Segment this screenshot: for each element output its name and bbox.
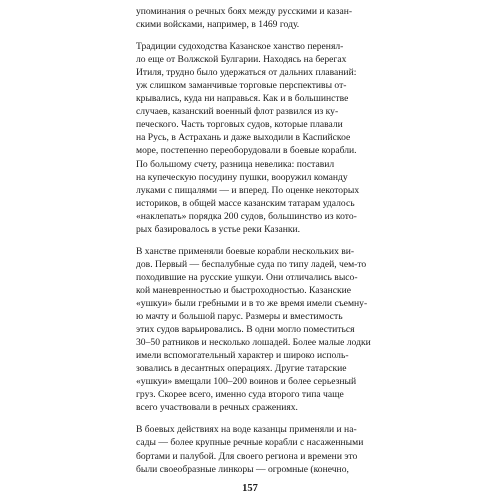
text-line: В боевых действиях на воде казанцы применяли и на- (136, 424, 357, 436)
text-line: море, постепенно переоборудовали в боевые корабли. (136, 145, 357, 157)
paragraph (136, 245, 371, 415)
text-line: на купеческую посудину пушки, вооружил команду (136, 171, 348, 183)
text-line: ло еще от Волжской Булгарии. Находясь на берегах (136, 54, 347, 66)
text-line: случаев, казанский военный флот развился из ку- (136, 106, 339, 118)
paragraph-gap (136, 236, 368, 245)
text-line: уж слишком заманчивые торговые перспективы от- (136, 80, 347, 92)
text-line: ю мачту и большой парус. Размеры и вместимость (136, 311, 343, 323)
text-line: Итиля, трудно было удержаться от дальних плаваний: (136, 67, 357, 79)
text-line: кой маневренностью и быстроходностью. Казанские (136, 284, 352, 296)
text-line: всего участвовали в речных сражениях. (136, 402, 298, 414)
text-line: «ушкуи» вмещали 100–200 воинов и более серьезный (136, 376, 357, 388)
text-line: груз. Скорее всего, именно суда второго типа чаще (136, 389, 344, 401)
text-line: печеского. Часть торговых судов, которые плавали (136, 119, 343, 131)
text-line: крывались, куда ни направься. Как и в большинстве (136, 93, 349, 105)
text-line: на Русь, в Астрахань и даже выходили в Каспийское (136, 132, 351, 144)
body-text (136, 5, 371, 476)
text-line: В ханстве применяли боевые корабли нескольких ви- (136, 245, 355, 257)
paragraph-gap (136, 414, 368, 423)
text-line: были своеобразные линкоры — огромные (конечно, (136, 463, 349, 475)
text-line: этих судов варьировались. В одни могло поместиться (136, 324, 355, 336)
text-line: имели вспомогательный характер и широко исполь- (136, 350, 349, 362)
text-line: сады — более крупные речные корабли с насаженными (136, 437, 364, 449)
text-line: бортами и палубой. Для своего региона и времени это (136, 450, 358, 462)
text-line: упоминания о речных боях между русскими и казан- (136, 6, 353, 17)
text-line: дов. Первый — беспалубные суда по типу ладей, чем-то (136, 258, 367, 270)
paragraph (136, 423, 368, 475)
page-number: 157 (242, 483, 258, 494)
text-line: зовались в десантных операциях. Другие татарские (136, 363, 347, 375)
paragraph (136, 5, 368, 31)
text-line: Традиции судоходства Казанское ханство перенял- (136, 41, 344, 53)
text-line: «ушкуи» были гребными и в то же время имели съемну- (136, 297, 368, 309)
text-line: рых базировалось в устье реки Казанки. (136, 223, 301, 235)
paragraph (136, 40, 368, 236)
text-line: историков, в общей массе казанским татарам удалось (136, 197, 355, 209)
text-line: луками с пищалями — и вперед. По оценке некоторых (136, 184, 360, 196)
text-line: 30–50 ратников и несколько лошадей. Более малые лодки (136, 337, 371, 349)
text-line: По большому счету, разница невелика: поставил (136, 158, 335, 170)
text-line: походившие на русские ушкуи. Они отличались высо- (136, 271, 358, 283)
text-line: «наклепать» порядка 200 судов, большинство из кото- (136, 210, 357, 222)
paragraph-gap (136, 31, 368, 40)
text-line: скими войсками, например, в 1469 году. (136, 19, 300, 31)
